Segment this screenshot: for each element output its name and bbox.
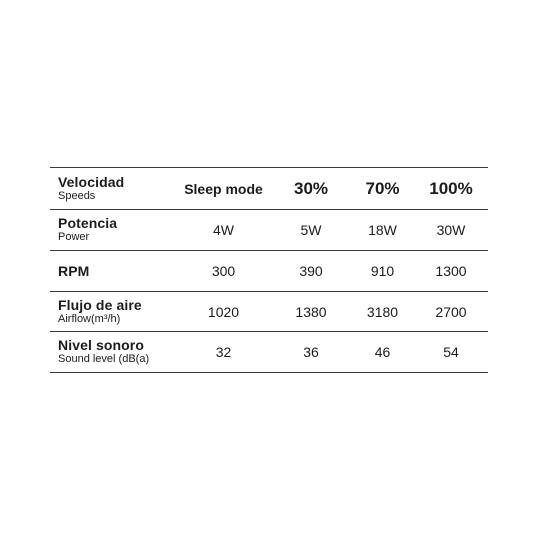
- table-cell: 46: [374, 344, 391, 360]
- table-row-airflow: [50, 292, 488, 332]
- table-cell: 36: [303, 344, 319, 360]
- header-label-cell: [50, 175, 176, 203]
- header-sublabel: Speeds: [58, 189, 96, 202]
- table-cell: 1020: [207, 303, 240, 320]
- spec-table: [50, 167, 488, 373]
- row-label: Potencia: [58, 215, 118, 231]
- table-cell: 2700: [435, 303, 467, 320]
- table-cell: 1380: [295, 303, 327, 320]
- row-label: Nivel sonoro: [58, 337, 144, 353]
- table-cell: 18W: [368, 222, 397, 238]
- column-header-70: 70%: [365, 178, 400, 198]
- row-label-cell: [50, 338, 176, 366]
- row-sublabel: Airflow(m³/h): [58, 312, 121, 325]
- table-cell: 4W: [213, 222, 234, 238]
- row-label-cell: [50, 216, 176, 244]
- table-row-sound-level: [50, 332, 488, 373]
- table-cell: 5W: [300, 222, 322, 238]
- row-label-cell: [50, 298, 176, 326]
- row-sublabel: Power: [58, 231, 90, 243]
- row-label-cell: [50, 264, 176, 279]
- row-sublabel: Sound level (dB(a): [58, 353, 150, 365]
- header-label: Velocidad: [58, 173, 125, 190]
- table-cell: 32: [215, 344, 232, 360]
- table-cell: 3180: [366, 303, 399, 320]
- row-label: Flujo de aire: [58, 296, 142, 313]
- table-row-rpm: [50, 251, 488, 292]
- column-header-sleep-mode: Sleep mode: [184, 180, 263, 197]
- row-label: RPM: [58, 262, 90, 279]
- table-cell: 54: [443, 344, 459, 360]
- column-header-100: 100%: [429, 178, 473, 198]
- table-cell: 300: [211, 263, 236, 279]
- column-header-30: 30%: [293, 178, 329, 198]
- table-header-row: [50, 168, 488, 210]
- table-cell: 910: [370, 263, 395, 279]
- table-cell: 390: [299, 263, 323, 279]
- table-cell: 1300: [435, 263, 467, 279]
- table-cell: 30W: [436, 222, 466, 238]
- table-row-power: [50, 210, 488, 251]
